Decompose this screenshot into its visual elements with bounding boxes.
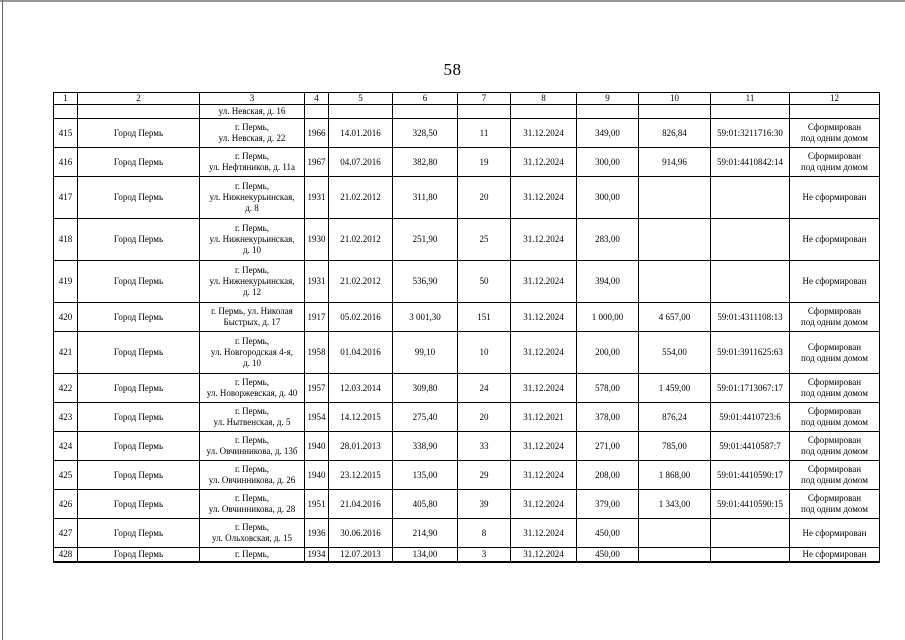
cell-empty xyxy=(329,105,393,119)
cell-date: 28.01.2013 xyxy=(329,432,393,461)
cell-status-line: Сформирован xyxy=(807,122,862,132)
cell-deadline: 31.12.2024 xyxy=(511,148,577,177)
cell-residents: 20 xyxy=(458,177,511,219)
cell-address: ул. Невская, д. 16 xyxy=(200,105,305,119)
cell-empty xyxy=(54,105,78,119)
cell-address xyxy=(200,177,305,219)
cell-value-9: 450,00 xyxy=(577,548,639,562)
cell-cadastral xyxy=(711,219,790,261)
cell-address-line: ул. Нижнекурьинская, xyxy=(209,276,295,286)
cell-number: 427 xyxy=(54,519,78,548)
cell-status xyxy=(790,548,880,562)
cell-area: 134,00 xyxy=(393,548,458,562)
cell-empty xyxy=(639,105,711,119)
cell-municipality: Город Пермь xyxy=(78,303,200,332)
cell-address xyxy=(200,490,305,519)
cell-status-line: под одним домом xyxy=(801,446,868,456)
cell-address-line: г. Пермь, xyxy=(234,336,270,346)
cell-value-9: 578,00 xyxy=(577,374,639,403)
cell-value-10: 1 868,00 xyxy=(639,461,711,490)
cell-deadline: 31.12.2024 xyxy=(511,303,577,332)
table-row xyxy=(54,261,880,303)
cell-address-line: ул. Новгородская 4-я, xyxy=(210,347,294,357)
cell-residents: 20 xyxy=(458,403,511,432)
cell-residents: 39 xyxy=(458,490,511,519)
table-row xyxy=(54,403,880,432)
cell-address-line: г. Пермь, xyxy=(234,435,270,445)
cell-status xyxy=(790,332,880,374)
col-header: 11 xyxy=(711,93,790,105)
cell-value-10: 1 459,00 xyxy=(639,374,711,403)
cell-value-9: 1 000,00 xyxy=(577,303,639,332)
col-header: 7 xyxy=(458,93,511,105)
cell-address xyxy=(200,548,305,562)
col-header: 8 xyxy=(511,93,577,105)
cell-status xyxy=(790,303,880,332)
cell-address-line: ул. Новоржевская, д. 40 xyxy=(206,388,298,398)
cell-status-line: Не сформирован xyxy=(802,548,867,559)
cell-municipality: Город Пермь xyxy=(78,261,200,303)
cell-residents: 10 xyxy=(458,332,511,374)
cell-address-line: ул. Нытвенская, д. 5 xyxy=(213,417,291,427)
cell-year: 1930 xyxy=(305,219,329,261)
cell-deadline: 31.12.2024 xyxy=(511,548,577,562)
cell-address-line: д. 8 xyxy=(245,203,259,213)
col-header: 6 xyxy=(393,93,458,105)
cell-status-line: Не сформирован xyxy=(802,527,867,538)
cell-deadline: 31.12.2024 xyxy=(511,432,577,461)
cell-value-10 xyxy=(639,219,711,261)
cell-value-9: 394,00 xyxy=(577,261,639,303)
cell-area: 311,80 xyxy=(393,177,458,219)
cell-address-line: ул. Овчинникова, д. 26 xyxy=(208,475,296,485)
cell-number: 416 xyxy=(54,148,78,177)
cell-cadastral: 59:01:4410590:17 xyxy=(711,461,790,490)
cell-year: 1934 xyxy=(305,548,329,562)
cell-address-line: г. Пермь, xyxy=(234,122,270,132)
cell-municipality: Город Пермь xyxy=(78,148,200,177)
cell-address xyxy=(200,119,305,148)
cell-residents: 25 xyxy=(458,219,511,261)
cell-municipality: Город Пермь xyxy=(78,219,200,261)
cell-status-line: Сформирован xyxy=(807,435,862,445)
cell-address-line: г. Пермь, xyxy=(234,377,270,387)
col-header: 1 xyxy=(54,93,78,105)
cell-address xyxy=(200,403,305,432)
cell-municipality: Город Пермь xyxy=(78,432,200,461)
cell-value-10: 914,96 xyxy=(639,148,711,177)
cell-date: 12.07.2013 xyxy=(329,548,393,562)
cell-value-10 xyxy=(639,519,711,548)
cell-area: 405,80 xyxy=(393,490,458,519)
cell-status xyxy=(790,219,880,261)
table-row xyxy=(54,148,880,177)
cell-year: 1936 xyxy=(305,519,329,548)
cell-number: 420 xyxy=(54,303,78,332)
cell-date: 21.02.2012 xyxy=(329,261,393,303)
cell-address-line: д. 12 xyxy=(242,287,262,297)
cell-value-9: 208,00 xyxy=(577,461,639,490)
cell-status-line: Сформирован xyxy=(807,151,862,161)
cell-residents: 50 xyxy=(458,261,511,303)
cell-value-10 xyxy=(639,548,711,562)
table-row xyxy=(54,519,880,548)
cell-value-10 xyxy=(639,177,711,219)
cell-empty xyxy=(393,105,458,119)
cell-number: 417 xyxy=(54,177,78,219)
cell-date: 21.02.2012 xyxy=(329,219,393,261)
cell-residents: 8 xyxy=(458,519,511,548)
cell-area: 275,40 xyxy=(393,403,458,432)
table-row xyxy=(54,374,880,403)
cell-address-line: ул. Нижнекурьинская, xyxy=(209,192,295,202)
cell-municipality: Город Пермь xyxy=(78,519,200,548)
cell-empty xyxy=(577,105,639,119)
cell-municipality: Город Пермь xyxy=(78,119,200,148)
cell-value-10 xyxy=(639,261,711,303)
cell-cadastral: 59:01:4410842:14 xyxy=(711,148,790,177)
table-row xyxy=(54,219,880,261)
cell-address-line: г. Пермь, xyxy=(234,548,270,559)
cell-cadastral xyxy=(711,519,790,548)
col-header: 5 xyxy=(329,93,393,105)
cell-status-line: под одним домом xyxy=(801,417,868,427)
cell-value-9: 378,00 xyxy=(577,403,639,432)
cell-address-line: г. Пермь, xyxy=(234,265,270,275)
table-row xyxy=(54,548,880,562)
table-row xyxy=(54,432,880,461)
cell-residents: 151 xyxy=(458,303,511,332)
cell-number: 419 xyxy=(54,261,78,303)
cell-value-10: 1 343,00 xyxy=(639,490,711,519)
table-row xyxy=(54,490,880,519)
cell-status-line: под одним домом xyxy=(801,162,868,172)
cell-year: 1940 xyxy=(305,461,329,490)
cell-address xyxy=(200,303,305,332)
cell-date: 21.02.2012 xyxy=(329,177,393,219)
cell-area: 309,80 xyxy=(393,374,458,403)
cell-deadline: 31.12.2024 xyxy=(511,519,577,548)
cell-date: 30.06.2016 xyxy=(329,519,393,548)
cell-status-line: Не сформирован xyxy=(802,192,867,202)
cell-status xyxy=(790,432,880,461)
cell-number: 418 xyxy=(54,219,78,261)
cell-residents: 11 xyxy=(458,119,511,148)
cell-area: 536,90 xyxy=(393,261,458,303)
cell-residents: 19 xyxy=(458,148,511,177)
cell-year: 1967 xyxy=(305,148,329,177)
cell-residents: 3 xyxy=(458,548,511,562)
cell-cadastral: 59:01:3911625:63 xyxy=(711,332,790,374)
cell-status xyxy=(790,374,880,403)
cell-cadastral xyxy=(711,261,790,303)
cell-year: 1954 xyxy=(305,403,329,432)
cell-year: 1958 xyxy=(305,332,329,374)
cell-value-9: 379,00 xyxy=(577,490,639,519)
cell-address xyxy=(200,374,305,403)
cell-address xyxy=(200,148,305,177)
cell-value-9: 300,00 xyxy=(577,177,639,219)
cell-status-line: Сформирован xyxy=(807,493,862,503)
cell-address-line: ул. Нижнекурьинская, xyxy=(209,234,295,244)
cell-date: 23.12.2015 xyxy=(329,461,393,490)
column-number-row xyxy=(54,93,880,105)
cell-residents: 24 xyxy=(458,374,511,403)
cell-address xyxy=(200,219,305,261)
cell-status xyxy=(790,119,880,148)
cell-deadline: 31.12.2024 xyxy=(511,219,577,261)
cell-value-9: 300,00 xyxy=(577,148,639,177)
cell-year: 1917 xyxy=(305,303,329,332)
cell-municipality: Город Пермь xyxy=(78,461,200,490)
table-row xyxy=(54,332,880,374)
cell-status-line: под одним домом xyxy=(801,504,868,514)
cell-deadline: 31.12.2024 xyxy=(511,261,577,303)
cell-deadline: 31.12.2024 xyxy=(511,119,577,148)
cell-number: 423 xyxy=(54,403,78,432)
col-header: 12 xyxy=(790,93,880,105)
cell-cadastral: 59:01:3211716:30 xyxy=(711,119,790,148)
registry-table xyxy=(53,92,880,563)
cell-date: 01.04.2016 xyxy=(329,332,393,374)
cell-date: 04.07.2016 xyxy=(329,148,393,177)
cell-area: 251,90 xyxy=(393,219,458,261)
cell-year: 1931 xyxy=(305,261,329,303)
cell-address-line: г. Пермь, xyxy=(234,464,270,474)
cell-address-line: г. Пермь, xyxy=(234,151,270,161)
cell-value-10: 826,84 xyxy=(639,119,711,148)
col-header: 3 xyxy=(200,93,305,105)
cell-year: 1951 xyxy=(305,490,329,519)
cell-empty xyxy=(458,105,511,119)
cell-cadastral: 59:01:1713067:17 xyxy=(711,374,790,403)
cell-address-line: ул. Овчинникова, д. 13б xyxy=(206,446,298,456)
cell-deadline: 31.12.2024 xyxy=(511,177,577,219)
cell-deadline: 31.12.2021 xyxy=(511,403,577,432)
cell-value-9: 271,00 xyxy=(577,432,639,461)
cell-address xyxy=(200,261,305,303)
cell-address-line: г. Пермь, xyxy=(234,406,270,416)
col-header: 4 xyxy=(305,93,329,105)
cell-number: 425 xyxy=(54,461,78,490)
cell-status-line: под одним домом xyxy=(801,388,868,398)
cell-status xyxy=(790,261,880,303)
cell-address-line: ул. Нефтяников, д. 11а xyxy=(208,162,296,172)
cell-cadastral xyxy=(711,548,790,562)
cell-deadline: 31.12.2024 xyxy=(511,332,577,374)
cell-status xyxy=(790,148,880,177)
cell-status-line: Сформирован xyxy=(807,464,862,474)
cell-status-line: Сформирован xyxy=(807,341,862,352)
cell-value-9: 349,00 xyxy=(577,119,639,148)
cell-area: 135,00 xyxy=(393,461,458,490)
cell-area: 382,80 xyxy=(393,148,458,177)
cell-cadastral: 59:01:4410590:15 xyxy=(711,490,790,519)
cell-empty xyxy=(790,105,880,119)
cell-year: 1931 xyxy=(305,177,329,219)
cell-status-line: под одним домом xyxy=(801,317,868,327)
cell-address-line: г. Пермь, xyxy=(234,493,270,503)
col-header: 2 xyxy=(78,93,200,105)
cell-empty xyxy=(511,105,577,119)
cell-value-10: 4 657,00 xyxy=(639,303,711,332)
cell-municipality: Город Пермь xyxy=(78,548,200,562)
continuation-row xyxy=(54,105,880,119)
cell-date: 05.02.2016 xyxy=(329,303,393,332)
cell-residents: 29 xyxy=(458,461,511,490)
cell-status-line: под одним домом xyxy=(801,133,868,143)
cell-address xyxy=(200,332,305,374)
cell-area: 338,90 xyxy=(393,432,458,461)
cell-value-9: 450,00 xyxy=(577,519,639,548)
cell-municipality: Город Пермь xyxy=(78,177,200,219)
cell-status-line: под одним домом xyxy=(801,475,868,485)
cell-number: 415 xyxy=(54,119,78,148)
cell-address-line: д. 10 xyxy=(242,358,262,368)
cell-address-line: г. Пермь, ул. Николая xyxy=(211,306,293,316)
cell-year: 1940 xyxy=(305,432,329,461)
cell-date: 12.03.2014 xyxy=(329,374,393,403)
cell-cadastral: 59:01:4311108:13 xyxy=(711,303,790,332)
cell-area: 3 001,30 xyxy=(393,303,458,332)
cell-empty xyxy=(305,105,329,119)
cell-value-10: 876,24 xyxy=(639,403,711,432)
cell-cadastral: 59:01:4410723:6 xyxy=(711,403,790,432)
table-row xyxy=(54,119,880,148)
cell-number: 426 xyxy=(54,490,78,519)
cell-municipality: Город Пермь xyxy=(78,490,200,519)
cell-address xyxy=(200,432,305,461)
cell-cadastral xyxy=(711,177,790,219)
cell-area: 328,50 xyxy=(393,119,458,148)
cell-deadline: 31.12.2024 xyxy=(511,490,577,519)
page-number: 58 xyxy=(443,60,462,79)
cell-address xyxy=(200,461,305,490)
cell-status xyxy=(790,403,880,432)
cell-status-line: Сформирован xyxy=(807,406,862,416)
table-row xyxy=(54,303,880,332)
cell-deadline: 31.12.2024 xyxy=(511,461,577,490)
cell-municipality: Город Пермь xyxy=(78,332,200,374)
cell-date: 14.01.2016 xyxy=(329,119,393,148)
cell-residents: 33 xyxy=(458,432,511,461)
cell-year: 1966 xyxy=(305,119,329,148)
cell-cadastral: 59:01:4410587:7 xyxy=(711,432,790,461)
cell-area: 99,10 xyxy=(393,332,458,374)
cell-address-line: г. Пермь, xyxy=(234,522,270,532)
cell-value-9: 200,00 xyxy=(577,332,639,374)
left-edge-rule xyxy=(2,0,3,640)
cell-status-line: Сформирован xyxy=(807,306,862,316)
cell-empty xyxy=(78,105,200,119)
cell-area: 214,90 xyxy=(393,519,458,548)
cell-status-line: Сформирован xyxy=(807,377,862,387)
cell-status xyxy=(790,177,880,219)
cell-deadline: 31.12.2024 xyxy=(511,374,577,403)
cell-date: 14.12.2015 xyxy=(329,403,393,432)
cell-municipality: Город Пермь xyxy=(78,403,200,432)
cell-status-line: Не сформирован xyxy=(802,276,867,286)
cell-address-line: г. Пермь, xyxy=(234,223,270,233)
col-header: 9 xyxy=(577,93,639,105)
cell-address-line: ул. Ольховская, д. 15 xyxy=(212,533,292,543)
cell-number: 422 xyxy=(54,374,78,403)
cell-status xyxy=(790,461,880,490)
cell-status xyxy=(790,519,880,548)
cell-date: 21.04.2016 xyxy=(329,490,393,519)
cell-number: 428 xyxy=(54,548,78,562)
cell-status-line: под одним домом xyxy=(801,352,868,363)
table-row xyxy=(54,177,880,219)
cell-empty xyxy=(711,105,790,119)
cell-value-10: 785,00 xyxy=(639,432,711,461)
cell-address-line: Быстрых, д. 17 xyxy=(223,317,281,327)
cell-address-line: ул. Невская, д. 22 xyxy=(218,133,286,143)
cell-address-line: г. Пермь, xyxy=(234,181,270,191)
cell-number: 424 xyxy=(54,432,78,461)
cell-address-line: д. 10 xyxy=(242,245,262,255)
cell-year: 1957 xyxy=(305,374,329,403)
cell-status xyxy=(790,490,880,519)
cell-address xyxy=(200,519,305,548)
cell-number: 421 xyxy=(54,332,78,374)
col-header: 10 xyxy=(639,93,711,105)
table-row xyxy=(54,461,880,490)
top-edge-rule xyxy=(0,0,905,2)
cell-status-line: Не сформирован xyxy=(802,234,867,244)
cell-municipality: Город Пермь xyxy=(78,374,200,403)
cell-value-9: 283,00 xyxy=(577,219,639,261)
cell-address-line: ул. Овчинникова, д. 28 xyxy=(208,504,296,514)
cell-value-10: 554,00 xyxy=(639,332,711,374)
